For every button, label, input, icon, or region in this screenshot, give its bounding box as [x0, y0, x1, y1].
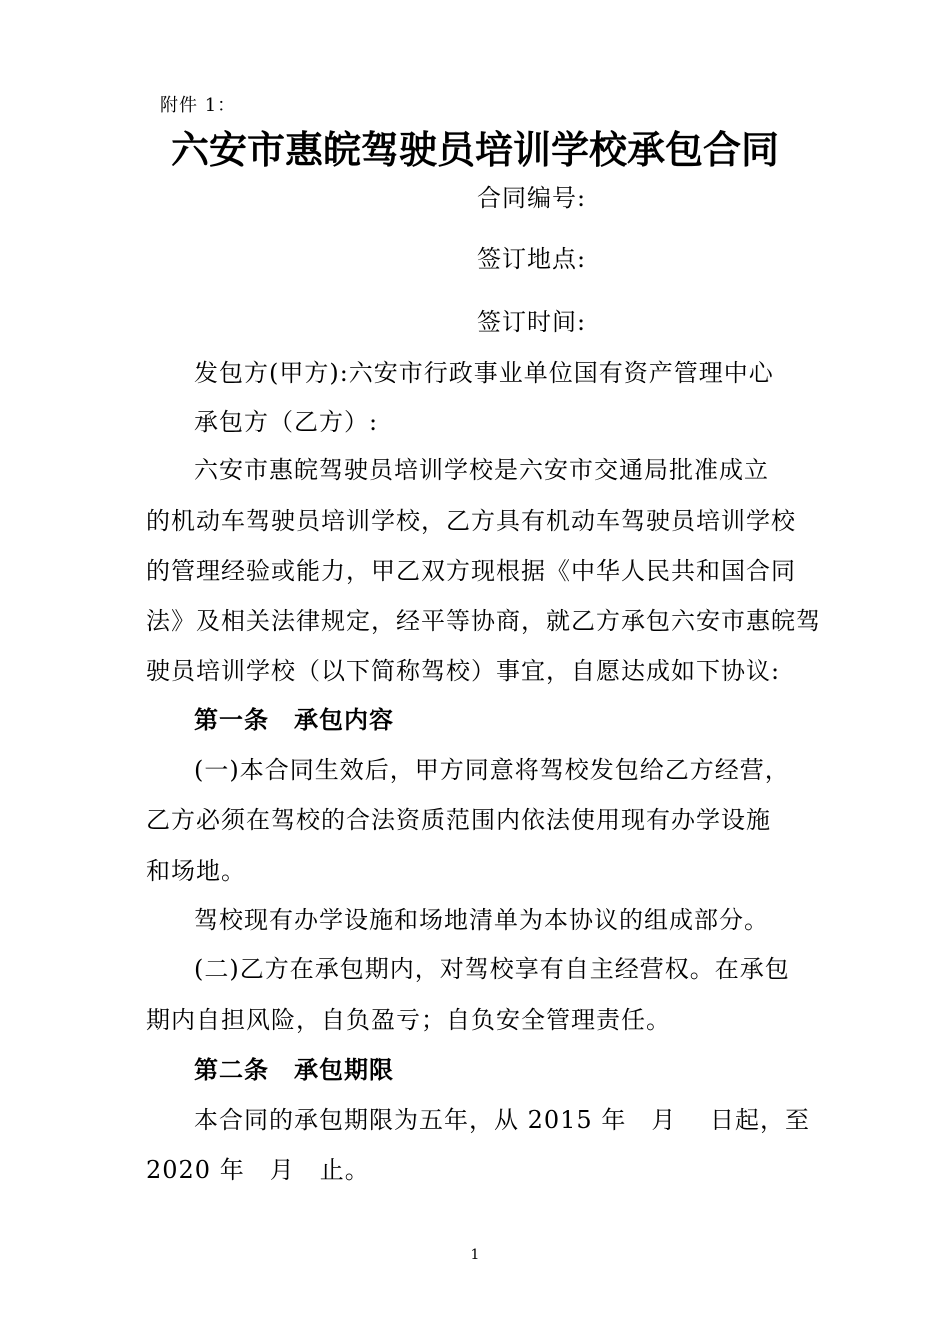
contract-title: 六安市惠皖驾驶员培训学校承包合同 [170, 127, 779, 172]
intro-line: 六安市惠皖驾驶员培训学校是六安市交通局批准成立 [194, 456, 769, 484]
article1-line: 驾校现有办学设施和场地清单为本协议的组成部分。 [194, 906, 769, 934]
article1-line: (二)乙方在承包期内，对驾校享有自主经营权。在承包 [194, 955, 790, 983]
party-b-line: 承包方（乙方）: [194, 408, 379, 436]
intro-line: 的机动车驾驶员培训学校，乙方具有机动车驾驶员培训学校 [146, 507, 796, 535]
article1-heading: 第一条 承包内容 [194, 705, 394, 734]
attachment-label: 附件 1： [160, 95, 237, 116]
intro-line: 的管理经验或能力，甲乙双方现根据《中华人民共和国合同 [146, 557, 796, 585]
party-a-line: 发包方(甲方):六安市行政事业单位国有资产管理中心 [194, 359, 774, 387]
intro-line: 驶员培训学校（以下简称驾校）事宜，自愿达成如下协议: [146, 657, 781, 685]
contract-number-label: 合同编号: [477, 184, 587, 212]
page-number: 1 [470, 1247, 480, 1263]
article1-line: 乙方必须在驾校的合法资质范围内依法使用现有办学设施 [146, 806, 771, 834]
article1-line: 和场地。 [146, 857, 246, 885]
article1-line: (一)本合同生效后，甲方同意将驾校发包给乙方经营， [194, 756, 790, 784]
sign-place-label: 签订地点: [477, 245, 587, 273]
article2-line: 本合同的承包期限为五年，从 2015 年 月 日起，至 [194, 1106, 810, 1134]
article2-heading: 第二条 承包期限 [194, 1055, 394, 1084]
sign-time-label: 签订时间: [477, 308, 587, 336]
article1-line: 期内自担风险，自负盈亏；自负安全管理责任。 [146, 1006, 671, 1034]
article2-line: 2020 年 月 止。 [146, 1156, 370, 1184]
intro-line: 法》及相关法律规定，经平等协商，就乙方承包六安市惠皖驾 [146, 607, 821, 635]
